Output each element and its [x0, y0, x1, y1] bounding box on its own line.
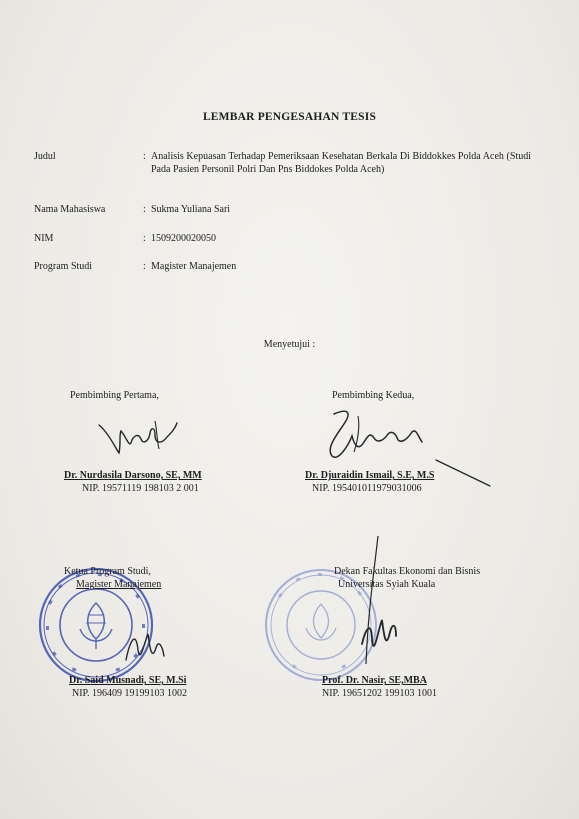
kaprodi-name: Dr. Said Musnadi, SE, M.Si: [69, 675, 187, 686]
dekan-nip: NIP. 19651202 199103 1001: [322, 688, 438, 699]
field-separator: :: [143, 204, 146, 215]
field-label-prodi: Program Studi: [34, 261, 93, 272]
field-value-nim: 1509200020050: [151, 233, 216, 244]
kaprodi-signature: [120, 620, 170, 670]
kaprodi-nip: NIP. 196409 19199103 1002: [72, 688, 188, 699]
kaprodi-role-line2: Magister Manajemen: [76, 579, 162, 590]
field-label-nama: Nama Mahasiswa: [34, 204, 106, 215]
field-separator: :: [143, 261, 146, 272]
first-supervisor-nip: NIP. 19571119 198103 2 001: [82, 483, 199, 494]
page-title: LEMBAR PENGESAHAN TESIS: [202, 111, 377, 123]
dekan-signature: [352, 532, 412, 672]
first-supervisor-signature: [95, 413, 180, 458]
dekan-name: Prof. Dr. Nasir, SE,MBA: [322, 675, 427, 686]
first-supervisor-name: Dr. Nurdasila Darsono, SE, MM: [64, 470, 202, 481]
second-supervisor-name: Dr. Djuraidin Ismail, S.E, M.S: [305, 470, 435, 481]
field-label-judul: Judul: [34, 151, 56, 162]
field-label-nim: NIM: [34, 233, 54, 244]
field-value-nama: Sukma Yuliana Sari: [151, 204, 231, 215]
first-supervisor-role: Pembimbing Pertama,: [70, 390, 159, 401]
field-value-judul: Analisis Kepuasan Terhadap Pemeriksaan Kesehatan Berkala Di Biddokkes Polda Aceh (Studi Pada Pasien Personil Polri Dan Pns Biddokes Polda Aceh): [151, 151, 531, 175]
kaprodi-role-line1: Ketua Program Studi,: [64, 566, 151, 577]
field-separator: :: [143, 233, 146, 244]
second-supervisor-role: Pembimbing Kedua,: [332, 390, 415, 401]
dekan-role-line1: Dekan Fakultas Ekonomi dan Bisnis: [334, 566, 481, 577]
field-separator: :: [143, 151, 146, 162]
field-value-prodi: Magister Manajemen: [151, 261, 237, 272]
second-supervisor-nip: NIP. 195401011979031006: [312, 483, 422, 494]
approval-label: Menyetujui :: [263, 339, 316, 350]
dekan-role-line2: Universitas Syiah Kuala: [338, 579, 436, 590]
